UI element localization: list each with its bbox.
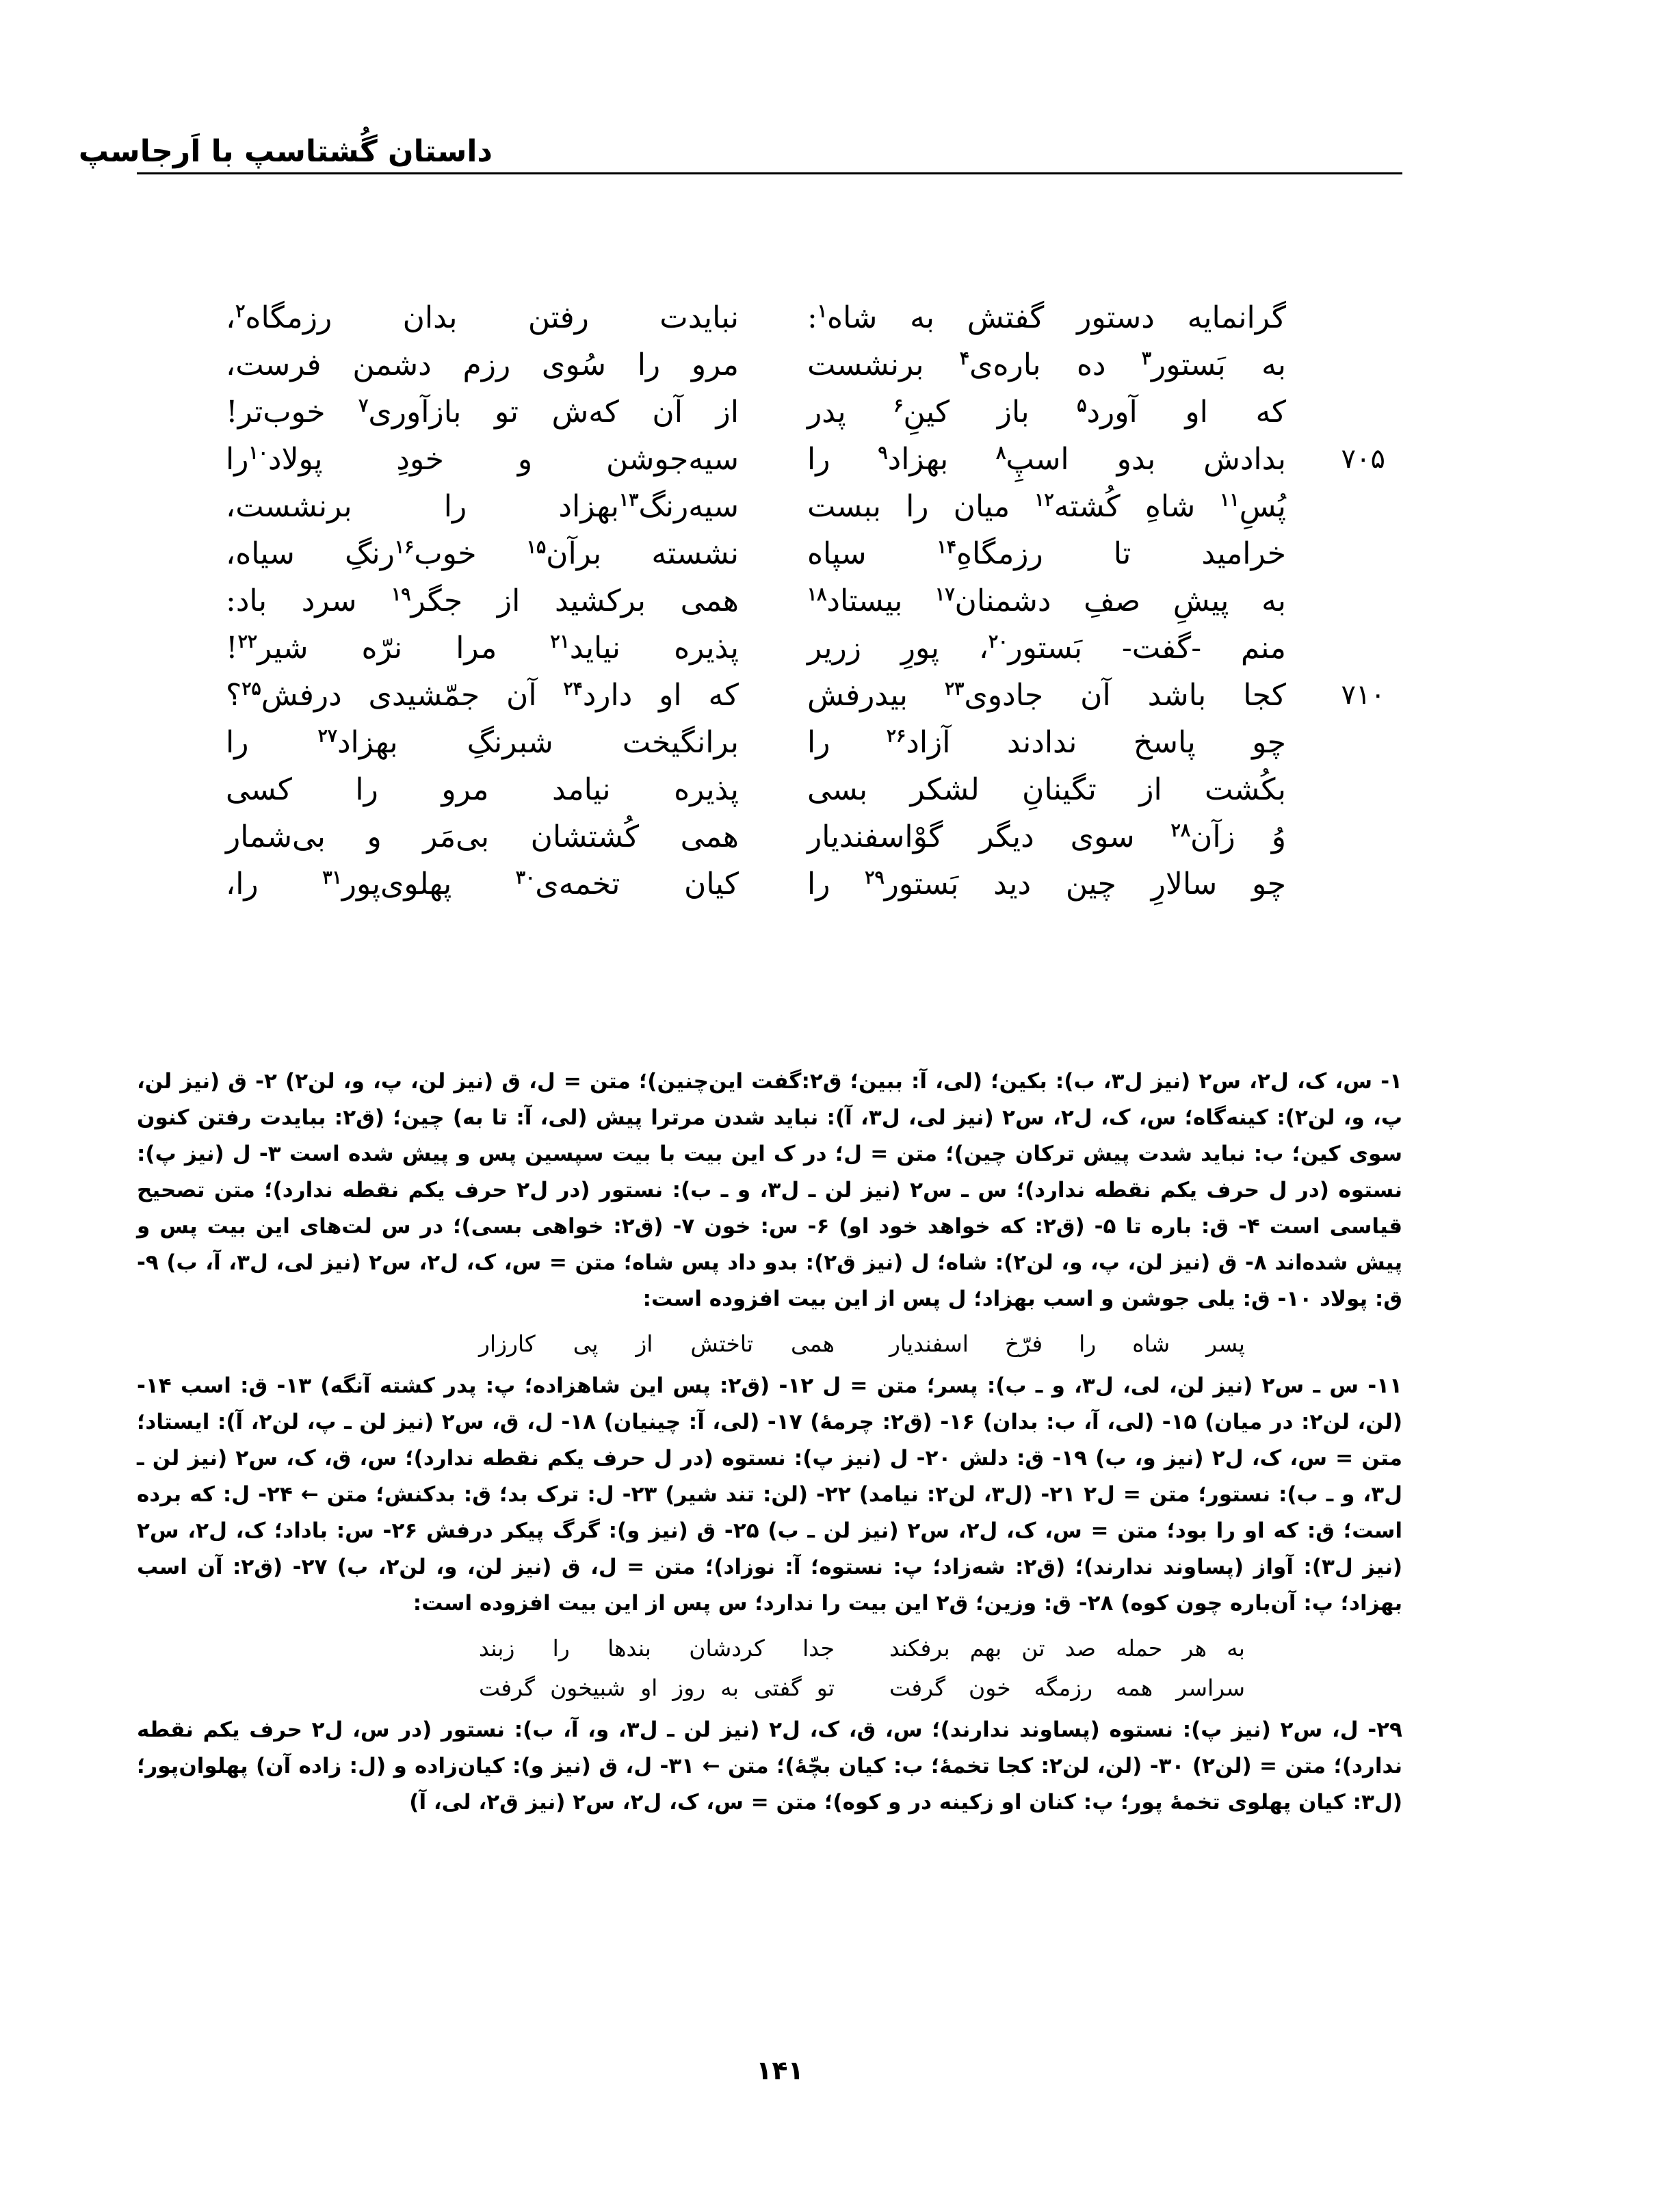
verse-row [0, 294, 1663, 341]
footnote-marker: ۲ [235, 300, 246, 322]
footnote-marker: ۱۳ [619, 489, 639, 511]
verse-row [0, 436, 1663, 483]
footnote-verse-hemistich: به هر حمله صد تن بهم برفکند [889, 1635, 1245, 1661]
running-header-title: داستان گُشتاسپ با اَرجاسپ [78, 134, 493, 169]
footnote-paragraph-3: ۲۹- ل، س۲ (نیز پ): نستوه (پساوند ندارند)؛ س، ق، ک، ل۲ (نیز لن ـ ل۳، و، آ، ب): نستور (در س، ل۲ حرف یکم نقطه ندارد)؛ متن = (لن۲) ۳۰- (لن، لن۲: کجا تخمهٔ؛ ب: کیان بچّهٔ)؛ متن ← ۳۱- ل، ق (نیز و): کیان‌زاده و (ل: زاده آن) پهلوان‌پور؛ (ل۳: کیان پهلوی تخمهٔ پور؛ پ: کنان او زکینه در و کوه)؛ متن = س، ک، ل۲، س۲ (نیز ق۲، لی، آ) [137, 1717, 1402, 1815]
footnote-marker: ۱۵ [526, 536, 547, 558]
verse-text: بیدرفش [807, 678, 945, 713]
verse-text: پُسِ [1239, 489, 1286, 524]
footnote-marker: ۵ [1077, 395, 1087, 417]
footnote-marker: ۱۱ [1220, 489, 1240, 511]
footnote-marker: ۲۸ [1170, 819, 1190, 841]
footnote-marker: ۲۱ [550, 631, 570, 653]
verse-text: برنشست [807, 347, 960, 382]
hemistich-left [226, 436, 739, 483]
verse-text: را [226, 725, 318, 760]
hemistich-left [226, 389, 739, 436]
verse-row [0, 813, 1663, 860]
verse-row [0, 766, 1663, 813]
hemistich-left [226, 483, 739, 530]
hemistich-right [807, 530, 1286, 577]
footnote-marker: ۲۴ [563, 678, 583, 700]
verse-text: از آن که‌ش تو بازآوری [368, 395, 739, 430]
verse-text: مرا نرّه شیر [257, 631, 551, 666]
footnotes-section [137, 1064, 1402, 1821]
verse-text: سوی دیگر گوْاسفندیار [807, 819, 1171, 854]
verse-text: را، [226, 867, 323, 901]
hemistich-left [226, 624, 739, 672]
verse-row [0, 577, 1663, 624]
footnote-marker: ۳۰ [515, 867, 536, 888]
verse-text: مرو را سُوی رزم دشمن فرست، [226, 347, 739, 382]
hemistich-right [807, 766, 1286, 813]
verse-row [0, 624, 1663, 672]
hemistich-right [807, 672, 1286, 719]
footnote-marker: ۹ [878, 442, 888, 464]
footnote-verse-line [137, 1324, 1402, 1364]
footnote-marker: ۱۲ [1034, 489, 1054, 511]
hemistich-right [807, 341, 1286, 389]
verse-row [0, 860, 1663, 908]
hemistich-left [226, 341, 739, 389]
footnote-added-verse-1 [137, 1324, 1402, 1364]
verse-text: چو سالارِ چین دید بَستور [884, 867, 1286, 901]
footnote-marker: ۷ [358, 395, 369, 417]
hemistich-right [807, 389, 1286, 436]
verse-text: سپاه [807, 536, 937, 571]
verse-text: کجا باشد آن جادوی [964, 678, 1286, 713]
verse-text: را [807, 867, 865, 901]
verse-text: ؟ [226, 678, 242, 713]
footnote-marker: ۲۲ [237, 631, 258, 653]
footnote-marker: ۱ [817, 300, 828, 322]
hemistich-right [807, 577, 1286, 624]
verse-text: خرامید تا رزمگاهِ [956, 536, 1286, 571]
verse-text: رنگِ سیاه، [226, 536, 395, 571]
verse-text: خوب‌تر! [226, 395, 359, 430]
footnote-marker: ۶ [893, 395, 904, 417]
verse-text: نبایدت رفتن بدان رزمگاه [245, 300, 739, 335]
verse-text: گرانمایه دستور گفتش به شاه [827, 300, 1286, 335]
verse-text: بیستاد [826, 583, 936, 618]
verse-text: به پیشِ صفِ دشمنان [954, 583, 1286, 618]
hemistich-right [807, 483, 1286, 530]
hemistich-left [226, 672, 739, 719]
verse-text: که او دارد [582, 678, 739, 713]
verse-text: وُ زآن [1190, 819, 1286, 854]
verse-text: را [226, 442, 249, 477]
footnote-marker: ۱۷ [935, 583, 955, 605]
hemistich-right [807, 294, 1286, 341]
footnote-verse-hemistich: همی تاختش از پی کارزار [479, 1330, 835, 1357]
margin-mark [1402, 1843, 1409, 1884]
verse-text: منم -گفت- بَستور [1008, 631, 1286, 666]
hemistich-left [226, 860, 739, 908]
footnote-marker: ۱۶ [394, 536, 415, 558]
verse-row [0, 672, 1663, 719]
verse-row [0, 530, 1663, 577]
verse-text: کیان تخمه‌ی [535, 867, 739, 901]
footnote-marker: ۲۶ [886, 725, 906, 747]
verse-text: باز کینِ [903, 395, 1077, 430]
footnote-verse-line [137, 1629, 1402, 1668]
footnote-verse-hemistich: پسر شاه را فرّخ اسفندیار [889, 1330, 1245, 1357]
verse-text: را [807, 725, 887, 760]
footnote-marker: ۲۰ [988, 631, 1008, 653]
footnote-verse-hemistich: جدا کردشان بندها را زبند [479, 1635, 835, 1661]
verse-text: پذیره نیامد مرو را کسی [226, 772, 739, 807]
verse-text: بدادش بدو اسپِ [1006, 442, 1286, 477]
verse-text: آن جمّشیدی درفش [261, 678, 564, 713]
hemistich-left [226, 766, 739, 813]
verse-text: ! [226, 631, 238, 666]
verse-row [0, 719, 1663, 766]
footnote-marker: ۲۷ [317, 725, 337, 747]
footnote-marker: ۱۹ [391, 583, 411, 605]
verse-text: بهزاد [887, 442, 997, 477]
verse-text: سرد باد: [226, 583, 392, 618]
footnote-marker: ۲۳ [944, 678, 965, 700]
verse-text: را [807, 442, 878, 477]
verse-text: شاهِ کُشته [1053, 489, 1220, 524]
verse-text: همی برکشید از جگر [410, 583, 739, 618]
hemistich-left [226, 530, 739, 577]
hemistich-left [226, 294, 739, 341]
footnote-verse-hemistich: سراسر همه رزمگه خون گرفت [889, 1674, 1245, 1701]
verse-text: خوب [414, 536, 527, 571]
verse-text: ، [226, 300, 236, 335]
footnote-marker: ۴ [959, 347, 970, 369]
verse-text: بهزاد را برنشست، [226, 489, 620, 524]
hemistich-right [807, 860, 1286, 908]
verse-text: پدر [807, 395, 894, 430]
verse-text: نشسته برآن [546, 536, 739, 571]
verse-text: ، پورِ زریر [807, 631, 989, 666]
verse-text: سیه‌جوشن و خودِ پولاد [267, 442, 739, 477]
verse-number: ۷۰۵ [1341, 443, 1385, 475]
footnote-paragraph-1: ۱- س، ک، ل۲، س۲ (نیز ل۳، ب): بکین؛ (لی، آ: ببین؛ ق۲:گفت این‌چنین)؛ متن = ل، ق (نیز لن، پ، و، لن۲) ۲- ق (نیز لن، پ، و، لن۲): کینه‌گاه؛ س، ک، ل۲، س۲ (نیز لی، ل۳، آ): نباید شدن مرترا پیش (لی، آ: تا به) چین؛ (ق۲: ببایدت رفتن کنون سوی کین؛ ب: نباید شدت پیش ترکان چین)؛ متن = ل؛ در ک این بیت با بیت سپسین پس و پیش شده است ۳- ل (نیز پ): نستوه (در ل حرف یکم نقطه ندارد)؛ س ـ س۲ (نیز لن ـ ل۳، و ـ ب): نستور (در ل۲ حرف یکم نقطه ندارد)؛ متن تصحیح قیاسی است ۴- ق: باره تا ۵- (ق۲: که خواهد خود او) ۶- س: خون ۷- (ق۲: خواهی بسی)؛ در س لت‌های این بیت پس و پیش شده‌اند ۸- ق (نیز لن، پ، و، لن۲): شاه؛ ل (نیز ق۲): بدو داد پس شاه؛ متن = س، ک، ل۲، س۲ (نیز لی، ل۳، آ، ب) ۹- ق: پولاد ۱۰- ق: یلی جوشن و اسب بهزاد؛ ل پس از این بیت افزوده است: [137, 1069, 1403, 1311]
footnote-paragraph-2: ۱۱- س ـ س۲ (نیز لن، لی، ل۳، و ـ ب): پسر؛ متن = ل ۱۲- (ق۲: پس این شاهزاده؛ پ: پدر کشته آنگه) ۱۳- ق: اسب ۱۴- (لن، لن۲: در میان) ۱۵- (لی، آ، ب: بدان) ۱۶- (ق۲: چرمهٔ) ۱۷- (لی، آ: چینیان) ۱۸- ل، ق، س۲ (نیز لن ـ پ، لن۲، آ): ایستاد؛ متن = س، ک، ل۲ (نیز و، ب) ۱۹- ق: دلش ۲۰- ل (نیز پ): نستوه (در ل حرف یکم نقطه ندارد)؛ س، ق، ک، س۲ (نیز لن ـ ل۳، و ـ ب): نستور؛ متن = ل۲ ۲۱- (ل۳، لن۲: نیامد) ۲۲- (لن: تند شیر) ۲۳- ل: ترک بد؛ ق: بدکنش؛ متن ← ۲۴- ل: که برده است؛ ق: که او را بود؛ متن = س، ک، ل۲، س۲ (نیز لن ـ ب) ۲۵- ق (نیز و): گرگ پیکر درفش ۲۶- س: باداد؛ ک، ل۲، س۲ (نیز ل۳): آواز (پساوند ندارند)؛ (ق۲: شه‌زاد؛ پ: نستوه؛ آ: نوزاد)؛ متن = ل، ق (نیز لن، و، لن۲، ب) ۲۷- (ق۲: آن اسب بهزاد؛ پ: آن‌باره چون کوه) ۲۸- ق: وزین؛ ق۲ این بیت را ندارد؛ س پس از این بیت افزوده است: [137, 1373, 1403, 1616]
verse-text: همی کُشتشان بی‌مَر و بی‌شمار [226, 819, 739, 854]
hemistich-left [226, 813, 739, 860]
header-rule [137, 172, 1402, 174]
hemistich-right [807, 813, 1286, 860]
verse-text: پهلوی‌پور [341, 867, 516, 901]
footnote-marker: ۱۸ [807, 583, 827, 605]
verse-text: پذیره نیاید [569, 631, 739, 666]
verse-row [0, 341, 1663, 389]
footnote-marker: ۳۱ [322, 867, 342, 888]
hemistich-left [226, 577, 739, 624]
hemistich-right [807, 436, 1286, 483]
footnote-marker: ۲۵ [241, 678, 261, 700]
verse-row [0, 389, 1663, 436]
verse-text: چو پاسخ ندادند آزاد [906, 725, 1286, 760]
verse-number: ۷۱۰ [1341, 679, 1385, 711]
verse-text: ده باره‌ی [969, 347, 1142, 382]
verse-text: برانگیخت شبرنگِ بهزاد [337, 725, 739, 760]
footnote-marker: ۱۴ [937, 536, 956, 558]
verse-text: به بَستور [1151, 347, 1286, 382]
footnote-added-verse-2 [137, 1629, 1402, 1708]
verse-text: سیه‌رنگ [638, 489, 739, 524]
hemistich-left [226, 719, 739, 766]
verse-row [0, 483, 1663, 530]
footnote-marker: ۲۹ [865, 867, 885, 888]
verse-text: میان را ببست [807, 489, 1035, 524]
verse-text: که او آورد [1086, 395, 1287, 430]
verse-text: بکُشت از تگینانِ لشکر بسی [807, 772, 1286, 807]
footnote-verse-hemistich: تو گفتی به روز او شبیخون گرفت [479, 1674, 835, 1701]
footnote-marker: ۸ [996, 442, 1006, 464]
footnote-verse-line [137, 1668, 1402, 1708]
hemistich-right [807, 624, 1286, 672]
footnote-marker: ۱۰ [248, 442, 268, 464]
footnote-marker: ۳ [1141, 347, 1152, 369]
hemistich-right [807, 719, 1286, 766]
verse-text: : [807, 300, 817, 335]
page-number: ۱۴۱ [756, 2055, 804, 2085]
